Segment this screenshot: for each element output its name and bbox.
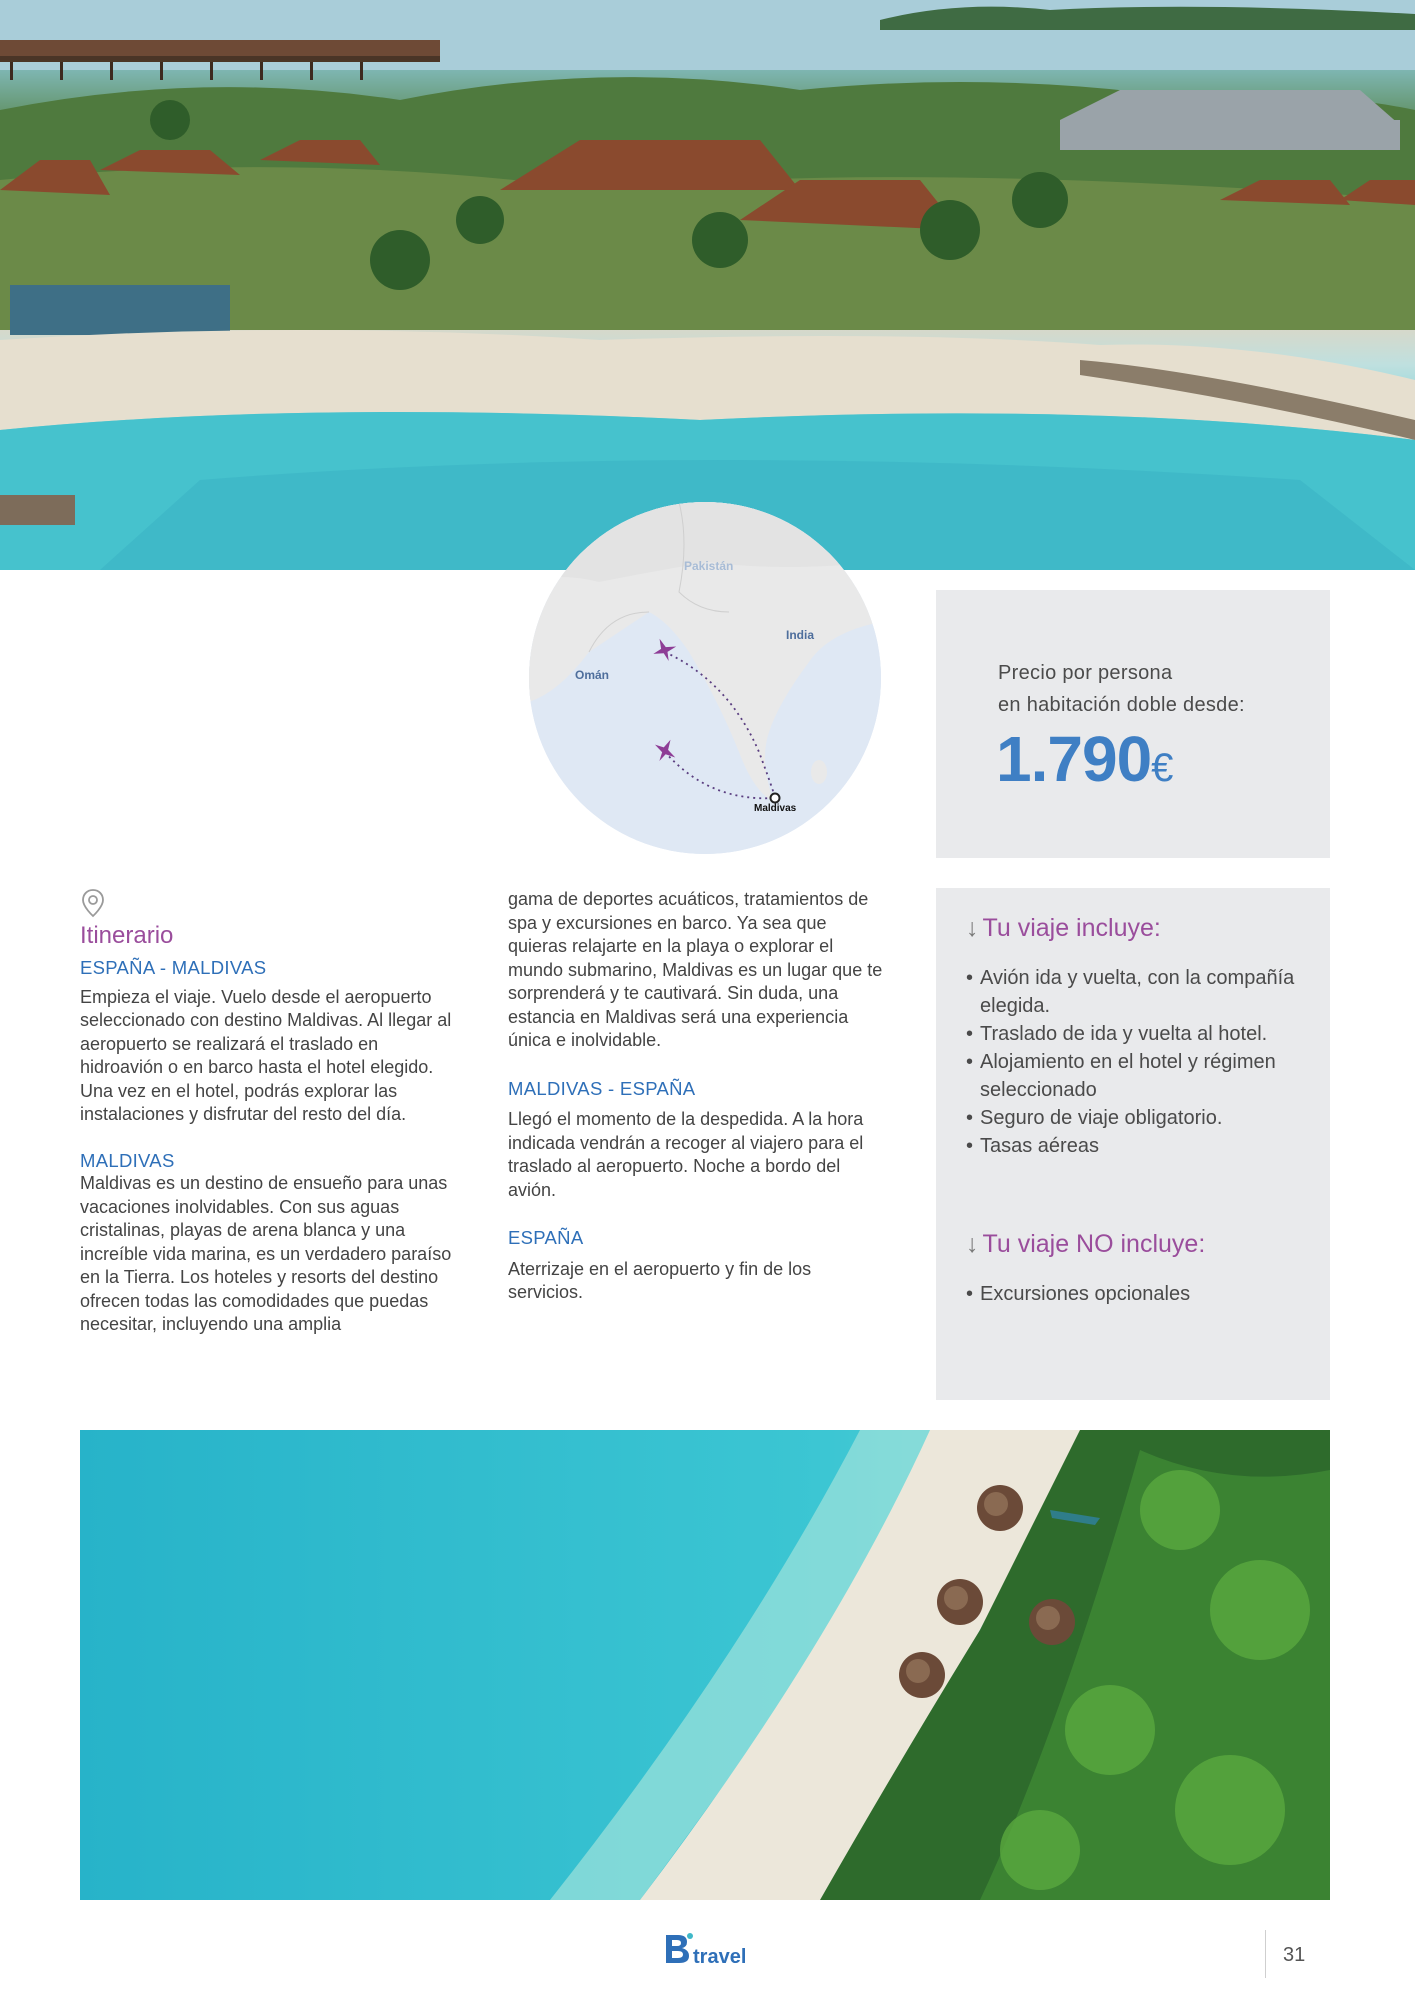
hero-resort-illustration [0, 0, 1415, 570]
section-text-maldivas-part2: gama de deportes acuáticos, tratamientos de spa y excursiones en barco. Ya sea que quieras relajarte en la playa o explorar el mundo submarino, Maldivas es un lugar que te sorprenderá y te cautivará. Sin duda, una estancia en Maldivas será una experiencia única e inolvidable. [508, 889, 883, 1050]
beach-aerial-photo [80, 1430, 1330, 1900]
includes-list [966, 964, 1316, 1160]
price-label-line2: en habitación doble desde: [998, 694, 1245, 716]
itinerary-heading: Itinerario [80, 922, 174, 949]
excludes-title-text: Tu viaje NO incluye: [982, 1230, 1206, 1258]
price-box [936, 590, 1330, 858]
footer-divider [1265, 1930, 1266, 1978]
arrow-down-icon: ↓ [966, 914, 979, 942]
section-text-maldivas-espana: Llegó el momento de la despedida. A la hora indicada vendrán a recoger al viajero para el traslado al aeropuerto. Noche a bordo del avión. [508, 1109, 864, 1200]
location-pin-icon [80, 888, 106, 918]
includes-box [936, 888, 1330, 1400]
price-label-line1: Precio por persona [998, 662, 1173, 684]
map-label-india: India [786, 628, 815, 642]
price-amount [996, 722, 1172, 796]
includes-title [966, 914, 1161, 943]
airplane-icon [649, 736, 679, 766]
map-label-maldives: Maldivas [754, 803, 797, 814]
excludes-item: • Excursiones opcionales [966, 1280, 1316, 1308]
brand-logo-text: travel [693, 1946, 747, 1968]
itinerary-column-2 [508, 888, 888, 1305]
section-title-maldivas: MALDIVAS [80, 1149, 175, 1171]
map-label-oman: Omán [575, 668, 610, 682]
section-text-espana-maldivas: Empieza el viaje. Vuelo desde el aeropuerto seleccionado con destino Maldivas. Al llegar al aeropuerto se realizará el traslado en hidroavión o en barco hasta el hotel elegido. Una vez en el hotel, podrás explorar las instalaciones y disfrutar del resto del día. [80, 986, 452, 1124]
hero-resort-photo [0, 0, 1415, 570]
includes-title-text: Tu viaje incluye: [982, 914, 1161, 942]
includes-item: • Tasas aéreas [966, 1132, 1316, 1160]
map-label-pakistan: Pakistán [684, 559, 734, 573]
page-number: 31 [1283, 1944, 1306, 1966]
price-currency: € [1151, 746, 1173, 790]
section-text-maldivas-part1: Maldivas es un destino de ensueño para unas vacaciones inolvidables. Con sus aguas cristalinas, playas de arena blanca y una increíble vida marina, es un verdadero paraíso en la Tierra. Los hoteles y resorts del destino ofrecen todas las comodidades que puedas necesitar, incluyendo una amplia [80, 1173, 452, 1334]
brand-logo-icon [663, 1932, 693, 1966]
includes-item: • Seguro de viaje obligatorio. [966, 1104, 1316, 1132]
excludes-list [966, 1280, 1316, 1308]
arrow-down-icon: ↓ [966, 1230, 979, 1258]
price-value: 1.790 [996, 723, 1152, 795]
itinerary-column-1 [80, 956, 460, 1337]
section-text-espana: Aterrizaje en el aeropuerto y fin de los servicios. [508, 1258, 812, 1302]
includes-item: • Traslado de ida y vuelta al hotel. [966, 1020, 1316, 1048]
section-title-espana-maldivas: ESPAÑA - MALDIVAS [80, 957, 267, 978]
includes-item: • Alojamiento en el hotel y régimen seleccionado [966, 1048, 1316, 1104]
airplane-icon [649, 636, 679, 666]
section-title-espana: ESPAÑA [508, 1227, 584, 1248]
section-title-maldivas-espana: MALDIVAS - ESPAÑA [508, 1077, 696, 1099]
excludes-title [966, 1230, 1205, 1259]
route-map [529, 502, 881, 854]
includes-item: • Avión ida y vuelta, con la compañía elegida. [966, 964, 1316, 1020]
beach-illustration [80, 1430, 1330, 1900]
